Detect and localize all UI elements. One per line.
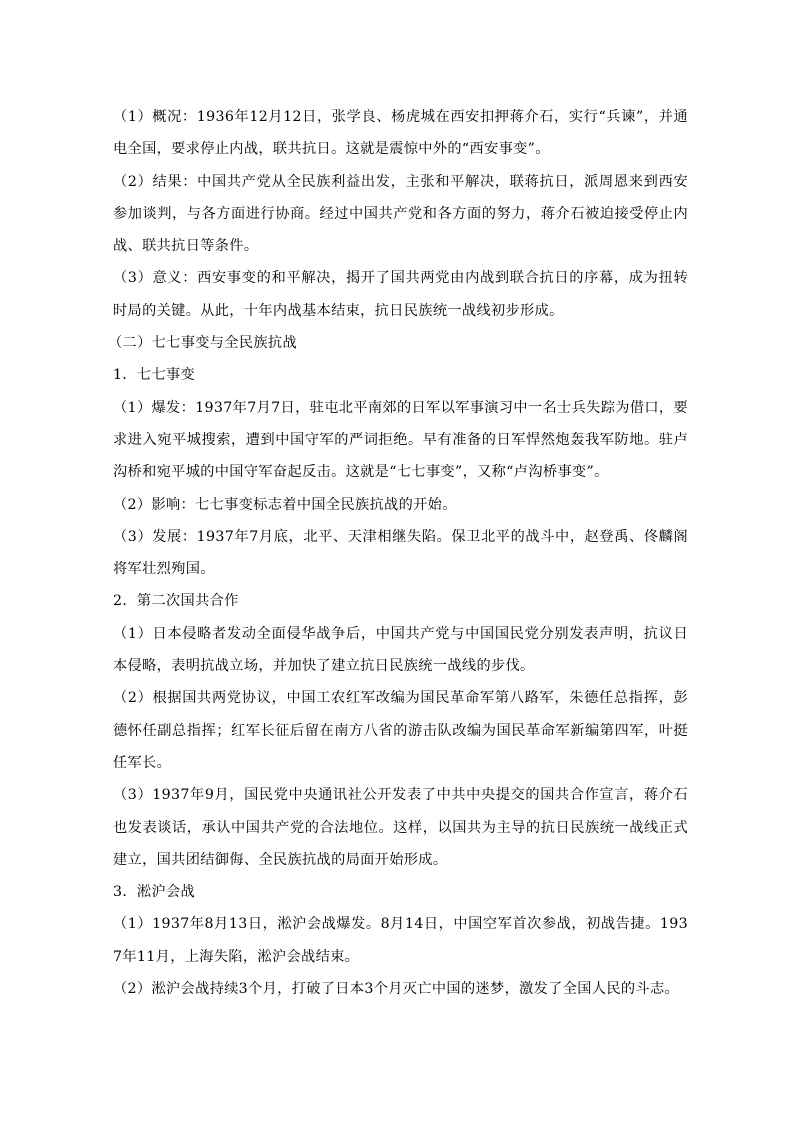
paragraph-songhu-1: （1）1937年8月13日，淞沪会战爆发。8月14日，中国空军首次参战，初战告捷。1937年11月，上海失陷，淞沪会战结束。 [113,916,688,965]
paragraph-cooperation-1: （1）日本侵略者发动全面侵华战争后，中国共产党与中国国民党分别发表声明，抗议日本侵略，表明抗战立场，并加快了建立抗日民族统一战线的步伐。 [113,625,688,675]
subheading-second-cooperation: 2．第二次国共合作 [113,593,239,610]
paragraph-xian-result: （2）结果：中国共产党从全民族利益出发，主张和平解决，联蒋抗日，派周恩来到西安参加谈判，与各方面进行协商。经过中国共产党和各方面的努力，蒋介石被迫接受停止内战、联共抗日等条件。 [113,173,688,255]
paragraph-cooperation-2: （2）根据国共两党协议，中国工农红军改编为国民革命军第八路军，朱德任总指挥，彭德怀任副总指挥；红军长征后留在南方八省的游击队改编为国民革命军新编第四军，叶挺任军长。 [113,690,688,771]
paragraph-qiqi-development: （3）发展：1937年7月底，北平、天津相继失陷。保卫北平的战斗中，赵登禹、佟麟阁将军壮烈殉国。 [113,528,688,578]
paragraph-qiqi-outbreak: （1）爆发：1937年7月7日，驻屯北平南郊的日军以军事演习中一名士兵失踪为借口，要求进入宛平城搜索，遭到中国守军的严词拒绝。早有准备的日军悍然炮轰我军防地。驻卢沟桥和宛平城的中国守军奋起反击。这就是“七七事变”，又称“卢沟桥事变”。 [113,399,688,481]
document-page [108,101,688,1005]
section-heading-qiqi: （二）七七事变与全民族抗战 [108,335,297,352]
paragraph-xian-significance: （3）意义：西安事变的和平解决，揭开了国共两党由内战到联合抗日的序幕，成为扭转时局的关键。从此，十年内战基本结束，抗日民族统一战线初步形成。 [113,270,688,319]
subheading-songhu-battle: 3．淞沪会战 [113,884,196,901]
subheading-qiqi-incident: 1．七七事变 [113,367,196,384]
paragraph-xian-overview: （1）概况：1936年12月12日，张学良、杨虎城在西安扣押蒋介石，实行“兵谏”，并通电全国，要求停止内战，联共抗日。这就是震惊中外的“西安事变”。 [113,109,688,158]
paragraph-cooperation-3: （3）1937年9月，国民党中央通讯社公开发表了中共中央提交的国共合作宣言，蒋介石也发表谈话，承认中国共产党的合法地位。这样，以国共为主导的抗日民族统一战线正式建立，国共团结御侮、全民族抗战的局面开始形成。 [113,787,688,868]
paragraph-songhu-2: （2）淞沪会战持续3个月，打破了日本3个月灭亡中国的迷梦，激发了全国人民的斗志。 [113,981,680,998]
paragraph-qiqi-impact: （2）影响：七七事变标志着中国全民族抗战的开始。 [113,496,457,513]
